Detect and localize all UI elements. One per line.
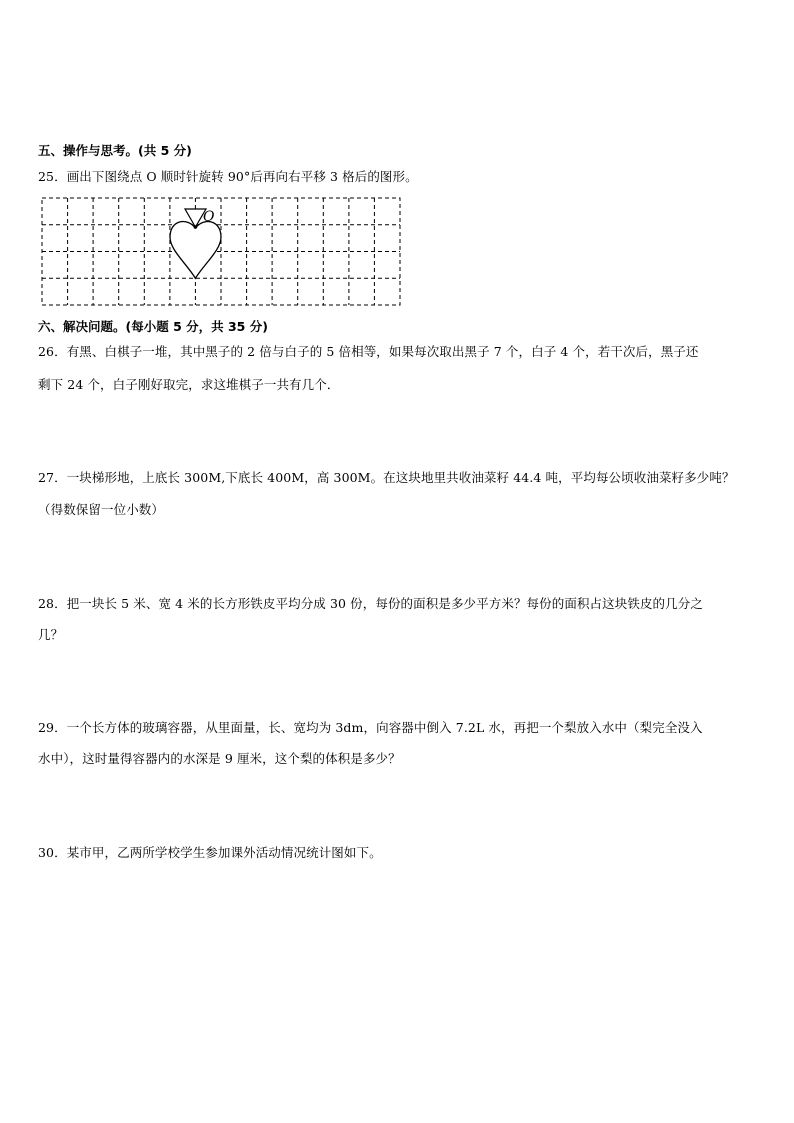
section-6-heading: 六、解决问题。(每小题 5 分，共 35 分) <box>38 319 268 334</box>
question-29-line-1: 29．一个长方体的玻璃容器，从里面量，长、宽均为 3dm，向容器中倒入 7.2L 水，再把一个梨放入水中（梨完全没入 <box>38 720 703 735</box>
question-27-line-2: （得数保留一位小数） <box>38 502 165 517</box>
question-26-line-1: 26．有黑、白棋子一堆，其中黑子的 2 倍与白子的 5 倍相等，如果每次取出黑子 7 个，白子 4 个，若干次后，黑子还 <box>38 344 699 359</box>
rotation-point-o <box>194 225 198 229</box>
grid-svg <box>40 196 404 308</box>
question-29-line-2: 水中），这时量得容器内的水深是 9 厘米，这个梨的体积是多少？ <box>38 751 401 766</box>
question-27-line-1: 27．一块梯形地，上底长 300M,下底长 400M，高 300M。在这块地里共收油菜籽 44.4 吨，平均每公顷收油菜籽多少吨？ <box>38 470 735 485</box>
rotation-grid-figure <box>40 196 404 311</box>
question-28-line-1: 28．把一块长 5 米、宽 4 米的长方形铁皮平均分成 30 份，每份的面积是多少平方米？每份的面积占这块铁皮的几分之 <box>38 596 703 611</box>
point-o-label: O <box>203 209 215 225</box>
section-5-heading: 五、操作与思考。(共 5 分) <box>38 143 192 158</box>
heart-shape <box>170 222 221 279</box>
question-28-line-2: 几？ <box>38 627 64 642</box>
question-30: 30．某市甲，乙两所学校学生参加课外活动情况统计图如下。 <box>38 845 382 860</box>
question-26-line-2: 剩下 24 个，白子刚好取完，求这堆棋子一共有几个． <box>38 377 340 392</box>
question-25: 25．画出下图绕点 O 顺时针旋转 90°后再向右平移 3 格后的图形。 <box>38 169 418 184</box>
dashed-grid <box>42 198 400 305</box>
